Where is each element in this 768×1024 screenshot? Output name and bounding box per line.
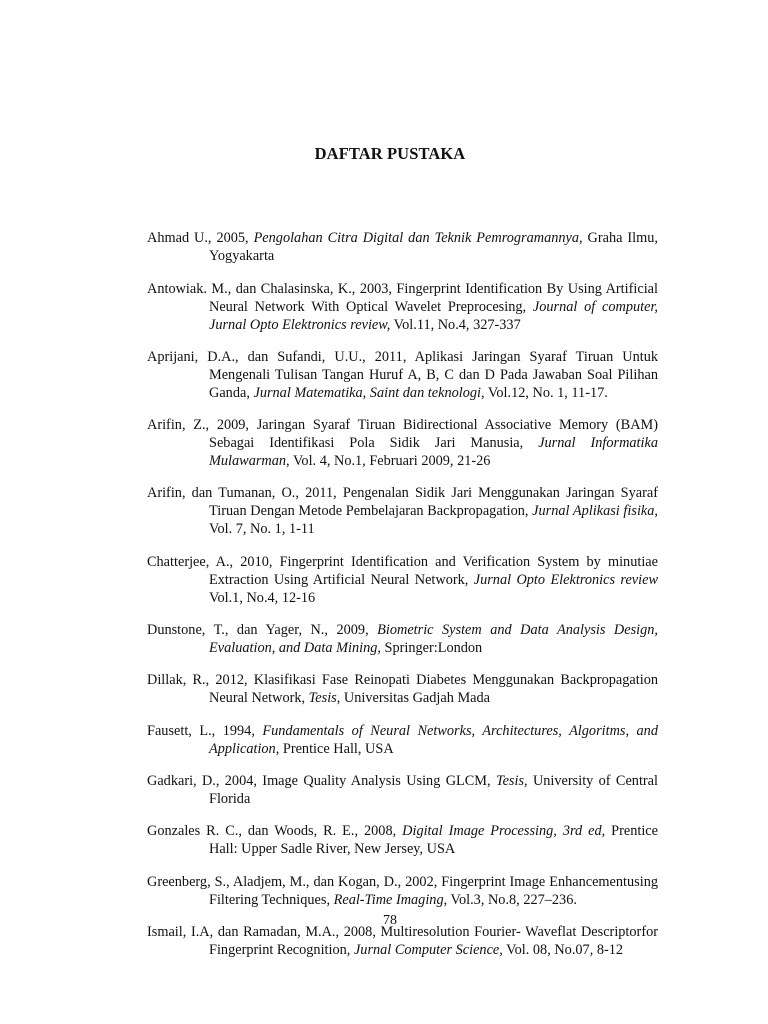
reference-text: Greenberg, S., Aladjem, M., dan Kogan, D., 2002, Fingerprint Image Enhancementusing Filtering Techniques, xyxy=(147,873,658,908)
reference-text: Dunstone, T., dan Yager, N., 2009, xyxy=(147,622,378,639)
reference-entry xyxy=(147,671,658,707)
reference-list xyxy=(147,215,658,966)
reference-text: Gonzales R. C., dan Woods, R. E., 2008, xyxy=(147,823,403,840)
reference-italic-text: Real-Time Imaging xyxy=(333,891,444,908)
reference-text: Gadkari, D., 2004, Image Quality Analysis Using GLCM, xyxy=(147,772,496,789)
reference-italic-text: Jurnal Opto Elektronics review xyxy=(473,571,658,588)
reference-text: , Vol.3, No.8, 227–236. xyxy=(443,891,577,908)
reference-text: Fausett, L., 1994, xyxy=(147,722,263,739)
reference-entry xyxy=(147,553,658,607)
reference-text: , Universitas Gadjah Mada xyxy=(336,690,491,707)
reference-text: , Vol.12, No. 1, 11-17. xyxy=(481,384,608,401)
reference-italic-text: Jurnal Aplikasi fisika xyxy=(532,503,655,520)
reference-italic-text: Pengolahan Citra Digital dan Teknik Pemrogramannya, xyxy=(253,230,583,247)
reference-text: Ismail, I.A, dan Ramadan, M.A., 2008, Multiresolution Fourier- Waveflat Descriptorfor Fingerprint Recognition xyxy=(147,923,658,958)
reference-entry xyxy=(147,416,658,470)
reference-text: Chatterjee, A., 2010, Fingerprint Identification and Verification System by minutiae Extraction Using Artificial Neural Network, xyxy=(147,553,658,588)
reference-text: , Vol. 7, No. 1, 1-11 xyxy=(209,503,658,538)
reference-italic-text: Jurnal Matematika, Saint dan teknologi xyxy=(253,384,481,401)
reference-text: Aprijani, D.A., dan Sufandi, U.U., 2011, Aplikasi Jaringan Syaraf Tiruan Untuk Mengenali Tulisan Tangan Huruf A, B, C dan D Pada Jawaban Soal Pilihan Ganda, xyxy=(147,348,658,401)
page-number: 78 xyxy=(383,913,397,928)
reference-text: Ahmad U., 2005, xyxy=(147,230,254,247)
reference-text: Vol. 08, No.07, 8-12 xyxy=(502,941,624,958)
reference-italic-text: Digital Image Processing, 3rd ed xyxy=(402,823,602,840)
reference-entry xyxy=(147,484,658,538)
reference-text: Vol. 4, No.1, Februari 2009, 21-26 xyxy=(289,453,491,470)
reference-text: , Prentice Hall: Upper Sadle River, New Jersey, USA xyxy=(209,823,658,858)
reference-italic-text: Jurnal Informatika Mulawarman, xyxy=(209,435,658,470)
reference-text: Arifin, dan Tumanan, O., 2011, Pengenalan Sidik Jari Menggunakan Jaringan Syaraf Tiruan Dengan Metode Pembelajaran Backpropagation, xyxy=(147,485,658,520)
reference-entry xyxy=(147,348,658,402)
reference-entry xyxy=(147,822,658,858)
reference-text: Antowiak. M., dan Chalasinska, K., 2003, Fingerprint Identification By Using Artificial Neural Network With Optical Wavelet Preprocesing, xyxy=(147,280,658,315)
reference-entry xyxy=(147,873,658,909)
reference-entry xyxy=(147,621,658,657)
reference-italic-text: Fundamentals of Neural Networks, Architectures, Algoritms, and Application xyxy=(209,722,658,757)
reference-italic-text: Tesis xyxy=(495,772,525,789)
reference-entry xyxy=(147,280,658,334)
reference-text: , Springer:London xyxy=(377,640,483,657)
reference-italic-text: Biometric System and Data Analysis Design, Evaluation, and Data Mining xyxy=(209,622,658,657)
reference-italic-text: Tesis xyxy=(308,690,337,707)
reference-italic-text: Journal of computer, Jurnal Opto Elektronics review, xyxy=(209,298,658,333)
reference-text: Graha Ilmu, Yogyakarta xyxy=(209,230,658,265)
reference-text: Vol.1, No.4, 12-16 xyxy=(209,589,316,606)
reference-entry xyxy=(147,772,658,808)
reference-text: , Prentice Hall, USA xyxy=(275,740,394,757)
page-title: DAFTAR PUSTAKA xyxy=(314,144,466,163)
reference-text: Vol.11, No.4, 327-337 xyxy=(390,316,521,333)
reference-text: , University of Central Florida xyxy=(209,772,658,807)
reference-entry xyxy=(147,229,658,265)
reference-italic-text: , Jurnal Computer Science, xyxy=(346,941,503,958)
reference-text: Arifin, Z., 2009, Jaringan Syaraf Tiruan Bidirectional Associative Memory (BAM) Sebagai Identifikasi Pola Sidik Jari Manusia, xyxy=(147,417,658,452)
reference-text: Dillak, R., 2012, Klasifikasi Fase Reinopati Diabetes Menggunakan Backpropagation Neural Network, xyxy=(147,672,658,707)
reference-entry xyxy=(147,722,658,758)
